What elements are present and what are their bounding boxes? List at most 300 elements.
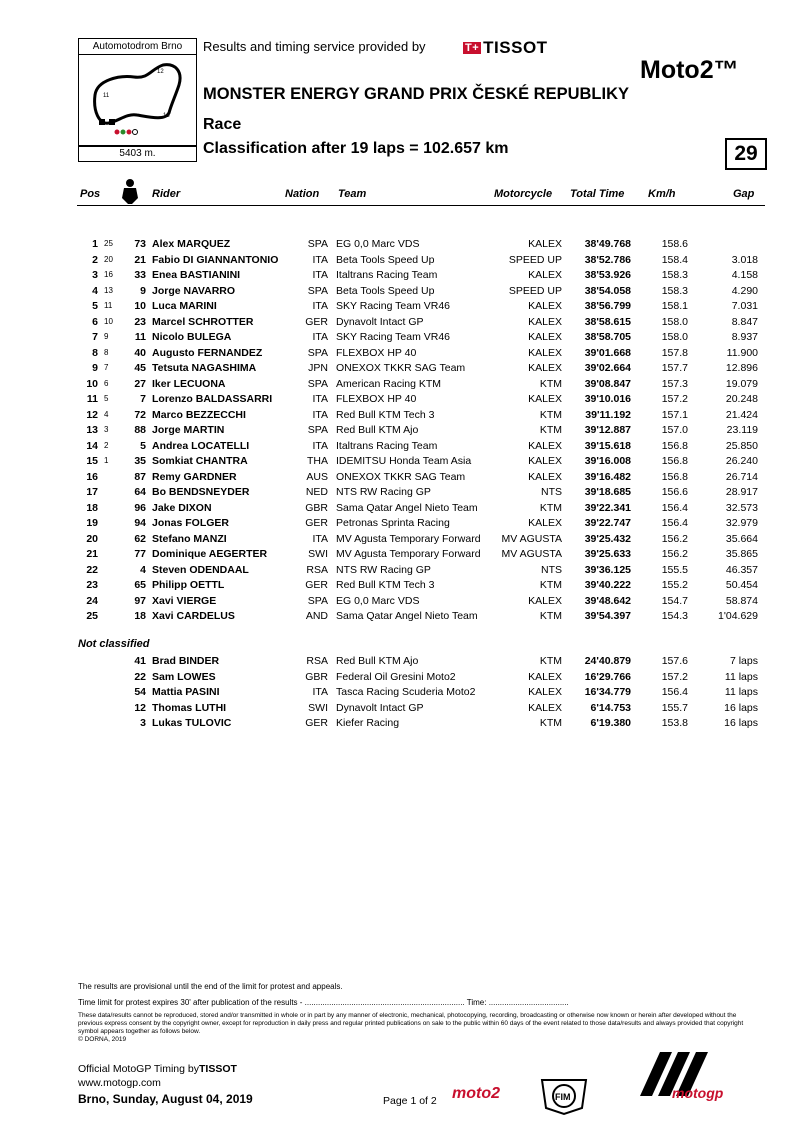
page-indicator: Page 1 of 2 — [383, 1095, 437, 1107]
nation: THA — [307, 455, 328, 467]
points: 8 — [104, 347, 109, 357]
position: 15 — [86, 455, 98, 467]
speed: 158.0 — [661, 331, 688, 343]
rider-name: Lorenzo BALDASSARRI — [152, 393, 273, 405]
motorcycle: KTM — [539, 408, 562, 421]
gap: 32.573 — [725, 501, 758, 514]
speed: 157.8 — [661, 346, 688, 359]
team-name: MV Agusta Temporary Forward — [336, 548, 481, 560]
team-name: FLEXBOX HP 40 — [336, 346, 417, 359]
total-time: 39'40.222 — [584, 579, 631, 591]
nation: RSA — [306, 563, 328, 576]
position: 22 — [86, 563, 98, 576]
total-time: 16'34.779 — [584, 686, 631, 698]
table-row — [0, 236, 800, 252]
team-name: IDEMITSU Honda Team Asia — [336, 455, 472, 467]
position: 6 — [92, 315, 98, 328]
rider-number: 18 — [134, 610, 146, 622]
event-date: Brno, Sunday, August 04, 2019 — [78, 1092, 253, 1106]
rider-number: 5 — [140, 439, 146, 452]
rider-number: 87 — [134, 470, 146, 483]
speed: 157.3 — [661, 377, 688, 390]
gap: 25.850 — [725, 439, 758, 452]
rider-number: 65 — [134, 579, 146, 591]
total-time: 39'22.747 — [584, 517, 631, 529]
rider-name: Stefano MANZI — [152, 532, 227, 545]
col-pos: Pos — [80, 188, 101, 200]
gap: 28.917 — [725, 486, 758, 498]
tissot-logo: T+ TISSOT — [465, 38, 548, 57]
rider-name: Augusto FERNANDEZ — [152, 346, 263, 359]
table-row — [0, 715, 800, 731]
nation: ITA — [312, 269, 328, 281]
rider-number: 72 — [134, 408, 146, 421]
rider-name: Tetsuta NAGASHIMA — [152, 362, 257, 374]
team-name: EG 0,0 Marc VDS — [336, 238, 420, 250]
points: 16 — [104, 270, 113, 279]
nation: GER — [305, 315, 328, 328]
rider-name: Luca MARINI — [152, 300, 217, 312]
gap: 35.664 — [725, 532, 758, 545]
team-name: Petronas Sprinta Racing — [336, 517, 450, 529]
position: 23 — [86, 579, 98, 591]
team-name: EG 0,0 Marc VDS — [336, 594, 420, 607]
nation: GER — [305, 717, 328, 729]
points: 5 — [104, 394, 109, 403]
total-time: 38'53.926 — [584, 269, 631, 281]
position: 3 — [92, 269, 98, 281]
session-title: Race — [203, 116, 242, 133]
table-row — [0, 562, 800, 578]
gap: 4.158 — [731, 269, 758, 281]
position: 10 — [86, 377, 98, 390]
total-time: 39'25.432 — [584, 532, 631, 545]
rider-number: 41 — [134, 655, 146, 667]
table-row — [0, 267, 800, 283]
table-row — [0, 453, 800, 469]
nation: ITA — [312, 300, 328, 312]
motorcycle: SPEED UP — [508, 284, 562, 297]
table-row — [0, 376, 800, 392]
motorcycle: KALEX — [528, 393, 562, 405]
table-row — [0, 484, 800, 500]
speed: 155.7 — [661, 701, 688, 714]
total-time: 38'56.799 — [584, 300, 631, 312]
rider-number: 94 — [134, 517, 146, 529]
col-nation: Nation — [285, 188, 320, 200]
position: 9 — [92, 362, 98, 374]
speed: 156.8 — [661, 439, 688, 452]
moto2-logo: moto2 — [452, 1085, 500, 1102]
table-row — [0, 608, 800, 624]
speed: 156.4 — [661, 501, 688, 514]
motorcycle: KTM — [539, 717, 562, 729]
position: 18 — [86, 501, 98, 514]
speed: 158.0 — [661, 315, 688, 328]
table-row — [0, 653, 800, 669]
points: 3 — [104, 425, 109, 434]
team-name: American Racing KTM — [336, 377, 442, 390]
rider-name: Mattia PASINI — [152, 686, 220, 698]
motorcycle: KALEX — [528, 455, 562, 467]
points: 4 — [104, 409, 109, 419]
gap: 12.896 — [725, 362, 758, 374]
rider-name: Marco BEZZECCHI — [152, 408, 246, 421]
page-box: 29 — [725, 138, 767, 170]
total-time: 39'54.397 — [584, 610, 631, 622]
motorcycle: KALEX — [528, 346, 562, 359]
rider-number: 3 — [140, 717, 146, 729]
team-name: Sama Qatar Angel Nieto Team — [336, 610, 478, 622]
motorcycle: SPEED UP — [508, 253, 562, 266]
position: 17 — [86, 486, 98, 498]
motorcycle: KALEX — [528, 701, 562, 714]
rider-name: Iker LECUONA — [152, 377, 226, 390]
fim-logo-icon — [538, 1072, 590, 1116]
rider-number: 35 — [134, 455, 146, 467]
nation: AND — [305, 610, 328, 622]
classification-title: Classification after 19 laps = 102.657 km — [203, 140, 509, 157]
motorcycle: KTM — [539, 610, 562, 622]
nation: RSA — [306, 655, 328, 667]
time-limit-note: Time limit for protest expires 30' after publication of the results - ........................................................................ Time: .................................... — [78, 998, 569, 1007]
team-name: Beta Tools Speed Up — [336, 284, 435, 297]
total-time: 6'14.753 — [590, 701, 631, 714]
speed: 157.0 — [661, 424, 688, 436]
rider-name: Jonas FOLGER — [152, 517, 230, 529]
gap: 26.240 — [725, 455, 758, 467]
points: 20 — [104, 254, 113, 264]
gap: 35.865 — [725, 548, 758, 560]
team-name: Dynavolt Intact GP — [336, 315, 424, 328]
table-row — [0, 345, 800, 361]
tissot-cross-icon: T+ — [465, 42, 480, 54]
table-row — [0, 500, 800, 516]
total-time: 39'08.847 — [584, 377, 631, 390]
nation: SPA — [307, 346, 328, 359]
total-time: 38'54.058 — [584, 284, 631, 297]
table-row — [0, 391, 800, 407]
rider-name: Philipp OETTL — [152, 579, 225, 591]
team-name: Red Bull KTM Tech 3 — [336, 408, 435, 421]
team-name: MV Agusta Temporary Forward — [336, 532, 481, 545]
rider-name: Marcel SCHROTTER — [152, 315, 254, 328]
total-time: 39'22.341 — [584, 501, 631, 514]
circuit-length: 5403 m. — [78, 146, 197, 162]
total-time: 39'16.482 — [584, 470, 631, 483]
team-name: ONEXOX TKKR SAG Team — [336, 470, 466, 483]
team-name: SKY Racing Team VR46 — [336, 300, 451, 312]
total-time: 39'15.618 — [584, 439, 631, 452]
rider-name: Bo BENDSNEYDER — [152, 486, 250, 498]
total-time: 39'12.887 — [584, 424, 631, 436]
nation: GER — [305, 579, 328, 591]
position: 2 — [92, 253, 98, 266]
rider-number: 62 — [134, 532, 146, 545]
rider-name: Andrea LOCATELLI — [152, 439, 250, 452]
speed: 158.3 — [661, 269, 688, 281]
speed: 157.1 — [661, 408, 688, 421]
motorcycle: MV AGUSTA — [501, 532, 562, 545]
table-row — [0, 407, 800, 423]
position: 14 — [86, 439, 98, 452]
team-name: Beta Tools Speed Up — [336, 253, 435, 266]
team-name: SKY Racing Team VR46 — [336, 331, 451, 343]
speed: 154.7 — [661, 594, 688, 607]
rider-name: Xavi VIERGE — [152, 594, 217, 607]
copyright: © DORNA, 2019 — [78, 1036, 127, 1043]
total-time: 39'18.685 — [584, 486, 631, 498]
nation: GER — [305, 517, 328, 529]
gap: 32.979 — [725, 517, 758, 529]
speed: 154.3 — [661, 610, 688, 622]
points: 25 — [104, 239, 113, 248]
nation: ITA — [312, 331, 328, 343]
motorcycle: KALEX — [528, 362, 562, 374]
position: 7 — [92, 331, 98, 343]
circuit-map-icon — [79, 55, 196, 145]
points: 2 — [104, 440, 109, 450]
rider-number: 45 — [134, 362, 146, 374]
table-row — [0, 329, 800, 345]
position: 16 — [86, 470, 98, 483]
table-row — [0, 422, 800, 438]
points: 9 — [104, 332, 109, 341]
gap: 21.424 — [725, 408, 758, 421]
rider-number: 4 — [140, 563, 146, 576]
motorcycle: KALEX — [528, 300, 562, 312]
rider-number: 9 — [140, 284, 146, 297]
provisional-note: The results are provisional until the end of the limit for protest and appeals. — [78, 982, 343, 991]
team-name: Italtrans Racing Team — [336, 269, 438, 281]
motorcycle: KALEX — [528, 269, 562, 281]
motorcycle: KALEX — [528, 238, 562, 250]
rider-number: 73 — [134, 238, 146, 250]
team-name: Sama Qatar Angel Nieto Team — [336, 501, 478, 514]
points: 11 — [104, 301, 113, 310]
gap: 16 laps — [724, 717, 758, 729]
rider-number: 23 — [134, 315, 146, 328]
total-time: 6'19.380 — [590, 717, 631, 729]
rider-number: 12 — [134, 701, 146, 714]
motorcycle: KTM — [539, 655, 562, 667]
gap: 20.248 — [725, 393, 758, 405]
rider-name: Jake DIXON — [152, 501, 212, 514]
not-classified-label: Not classified — [78, 638, 150, 650]
position: 11 — [86, 393, 98, 405]
points: 7 — [104, 363, 109, 372]
motorcycle: KALEX — [528, 670, 562, 683]
nation: ITA — [312, 686, 328, 698]
points: 10 — [104, 316, 113, 326]
gap: 11 laps — [724, 686, 758, 698]
position: 20 — [86, 532, 98, 545]
gap: 4.290 — [731, 284, 758, 297]
rider-name: Remy GARDNER — [152, 470, 237, 483]
table-row — [0, 314, 800, 330]
gap: 23.119 — [726, 424, 758, 436]
nation: ITA — [312, 439, 328, 452]
table-row — [0, 546, 800, 562]
speed: 158.3 — [661, 284, 688, 297]
gap: 1'04.629 — [718, 610, 758, 622]
speed: 157.2 — [661, 670, 688, 683]
table-row — [0, 593, 800, 609]
total-time: 24'40.879 — [584, 655, 631, 667]
gap: 11 laps — [724, 670, 758, 683]
position: 25 — [86, 610, 98, 622]
team-name: NTS RW Racing GP — [336, 486, 431, 498]
nation: NED — [305, 486, 328, 498]
position: 4 — [92, 284, 98, 297]
total-time: 39'10.016 — [584, 393, 631, 405]
team-name: Dynavolt Intact GP — [336, 701, 424, 714]
rider-name: Fabio DI GIANNANTONIO — [152, 253, 279, 266]
table-row — [0, 360, 800, 376]
nation: ITA — [312, 393, 328, 405]
table-row — [0, 298, 800, 314]
rider-name: Sam LOWES — [152, 670, 216, 683]
speed: 158.1 — [661, 300, 688, 312]
col-motorcycle: Motorcycle — [494, 188, 553, 200]
motorcycle: KTM — [539, 424, 562, 436]
points: 1 — [104, 456, 109, 465]
table-row — [0, 531, 800, 547]
total-time: 39'25.633 — [584, 548, 631, 560]
motorcycle: KALEX — [528, 686, 562, 698]
motorcycle: KALEX — [528, 315, 562, 328]
category-title: Moto2™ — [640, 56, 739, 84]
total-time: 38'58.615 — [584, 315, 631, 328]
total-time: 39'11.192 — [585, 408, 631, 421]
motorcycle: KALEX — [528, 331, 562, 343]
rider-name: Somkiat CHANTRA — [152, 455, 248, 467]
rider-number: 64 — [134, 486, 146, 498]
team-name: Red Bull KTM Ajo — [336, 424, 419, 436]
position: 19 — [86, 517, 98, 529]
provided-by-text: Results and timing service provided by — [203, 39, 426, 54]
speed: 155.2 — [661, 579, 688, 591]
table-row — [0, 469, 800, 485]
position: 1 — [92, 238, 98, 250]
rider-number: 97 — [134, 594, 146, 607]
rider-name: Alex MARQUEZ — [152, 238, 231, 250]
gap: 58.874 — [725, 594, 758, 607]
total-time: 16'29.766 — [584, 670, 631, 683]
rider-name: Brad BINDER — [152, 655, 220, 667]
gap: 11.900 — [726, 346, 758, 359]
circuit-box — [78, 38, 197, 146]
gap: 3.018 — [731, 253, 758, 266]
team-name: NTS RW Racing GP — [336, 563, 431, 576]
total-time: 38'58.705 — [584, 331, 631, 343]
rider-name: Lukas TULOVIC — [152, 717, 232, 729]
legal-notice: These data/results cannot be reproduced, stored and/or transmitted in whole or in part by any manner of electronic, mechanical, photocopying, recording, broadcasting or otherwise now known or herein after developed without the previous express consent by the copyright owner, except for reproduction in daily press and regular printed publications on sale to the public within 60 days of the event related to those data/results and always provided that copyright symbol appears together as follows below. © DORNA, 2019 — [78, 1012, 744, 1043]
gap: 16 laps — [724, 701, 758, 714]
speed: 156.8 — [661, 455, 688, 467]
rider-name: Dominique AEGERTER — [152, 548, 268, 560]
total-time: 39'36.125 — [584, 563, 631, 576]
total-time: 39'48.642 — [584, 594, 631, 607]
event-title: MONSTER ENERGY GRAND PRIX ČESKÉ REPUBLIKY — [203, 85, 630, 103]
col-team: Team — [338, 188, 367, 200]
team-name: ONEXOX TKKR SAG Team — [336, 362, 466, 374]
team-name: Tasca Racing Scuderia Moto2 — [336, 686, 476, 698]
rider-number: 10 — [134, 300, 146, 312]
svg-text:11: 11 — [103, 93, 110, 99]
nation: SPA — [307, 284, 328, 297]
motorcycle: KALEX — [528, 470, 562, 483]
team-name: FLEXBOX HP 40 — [336, 393, 417, 405]
speed: 156.4 — [661, 517, 688, 529]
rider-name: Enea BASTIANINI — [152, 269, 241, 281]
gap: 26.714 — [725, 470, 758, 483]
motogp-logo: motogp — [672, 1085, 724, 1101]
rider-name: Nicolo BULEGA — [152, 331, 232, 343]
svg-text:13: 13 — [163, 113, 170, 119]
rider-name: Jorge NAVARRO — [152, 284, 236, 297]
motorcycle: NTS — [541, 486, 562, 498]
speed: 157.7 — [661, 362, 688, 374]
col-gap: Gap — [733, 188, 755, 200]
speed: 157.6 — [661, 655, 688, 667]
speed: 157.2 — [661, 393, 688, 405]
rider-number: 22 — [134, 670, 146, 683]
speed: 158.6 — [661, 238, 688, 250]
total-time: 39'01.668 — [584, 346, 631, 359]
motorcycle: NTS — [541, 563, 562, 576]
nation: ITA — [312, 532, 328, 545]
gap: 7.031 — [731, 300, 758, 312]
nation: SPA — [307, 377, 328, 390]
table-row — [0, 669, 800, 685]
rider-name: Thomas LUTHI — [152, 701, 227, 714]
motorcycle: KTM — [539, 377, 562, 390]
total-time: 39'02.664 — [584, 362, 631, 374]
rider-name: Xavi CARDELUS — [152, 610, 235, 622]
nation: SWI — [308, 548, 328, 560]
speed: 156.8 — [661, 470, 688, 483]
speed: 155.5 — [661, 563, 688, 576]
motorcycle: KALEX — [528, 439, 562, 452]
nation: AUS — [306, 470, 328, 483]
speed: 156.2 — [661, 532, 688, 545]
speed: 156.4 — [661, 686, 688, 698]
position: 12 — [86, 408, 98, 421]
table-row — [0, 438, 800, 454]
rider-number: 54 — [134, 686, 146, 698]
motorcycle: KTM — [539, 579, 562, 591]
website-link[interactable]: www.motogp.com — [78, 1077, 161, 1089]
total-time: 39'16.008 — [584, 455, 631, 467]
gap: 46.357 — [725, 563, 758, 576]
position: 21 — [86, 548, 98, 560]
gap: 8.847 — [731, 315, 758, 328]
motorcycle: KALEX — [528, 594, 562, 607]
svg-text:FIM: FIM — [555, 1092, 571, 1102]
table-row — [0, 700, 800, 716]
gap: 8.937 — [731, 331, 758, 343]
rider-number: 88 — [134, 424, 146, 436]
rider-name: Jorge MARTIN — [152, 424, 225, 436]
table-row — [0, 252, 800, 268]
table-row — [0, 684, 800, 700]
nation: SPA — [307, 594, 328, 607]
team-name: Italtrans Racing Team — [336, 439, 438, 452]
rider-number: 77 — [134, 548, 146, 560]
nation: SPA — [307, 238, 328, 250]
rider-number: 27 — [134, 377, 146, 390]
